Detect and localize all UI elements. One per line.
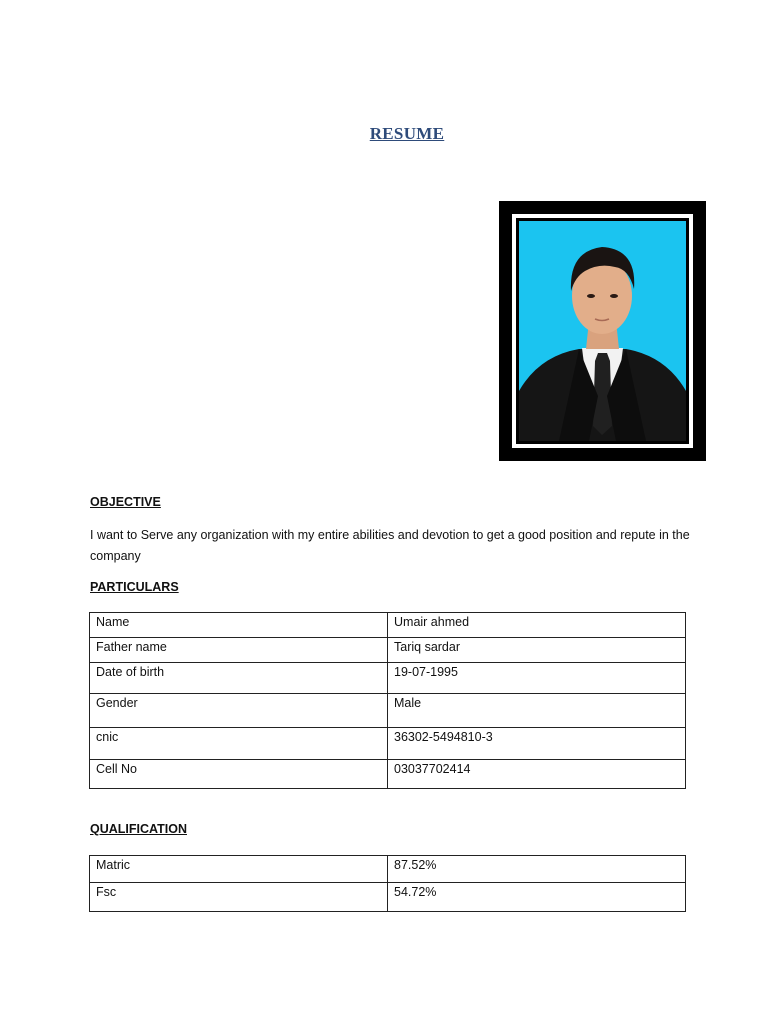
row-label: Gender (90, 694, 388, 728)
row-label: Fsc (90, 883, 388, 912)
table-row (90, 883, 686, 912)
row-label: Date of birth (90, 663, 388, 694)
table-row (90, 760, 686, 789)
row-label: Matric (90, 856, 388, 883)
row-value: 54.72% (388, 883, 686, 912)
row-value: 19-07-1995 (388, 663, 686, 694)
row-label: cnic (90, 728, 388, 760)
row-value: 03037702414 (388, 760, 686, 789)
table-row (90, 694, 686, 728)
table-row (90, 856, 686, 883)
row-value: 87.52% (388, 856, 686, 883)
profile-photo (499, 201, 706, 461)
resume-title: RESUME (369, 124, 445, 143)
portrait-photo-icon (519, 221, 686, 441)
table-row (90, 663, 686, 694)
row-value: 36302-5494810-3 (388, 728, 686, 760)
row-label: Cell No (90, 760, 388, 789)
table-row (90, 613, 686, 638)
particulars-heading: PARTICULARS (90, 580, 179, 594)
qualification-heading: QUALIFICATION (90, 822, 187, 836)
row-label: Name (90, 613, 388, 638)
row-value: Umair ahmed (388, 613, 686, 638)
row-value: Male (388, 694, 686, 728)
row-value: Tariq sardar (388, 638, 686, 663)
objective-text: I want to Serve any organization with my entire abilities and devotion to get a good position and repute in the company (90, 528, 690, 563)
table-row (90, 638, 686, 663)
table-row (90, 728, 686, 760)
particulars-table (89, 612, 686, 789)
row-label: Father name (90, 638, 388, 663)
qualification-table (89, 855, 686, 912)
objective-heading: OBJECTIVE (90, 495, 161, 509)
